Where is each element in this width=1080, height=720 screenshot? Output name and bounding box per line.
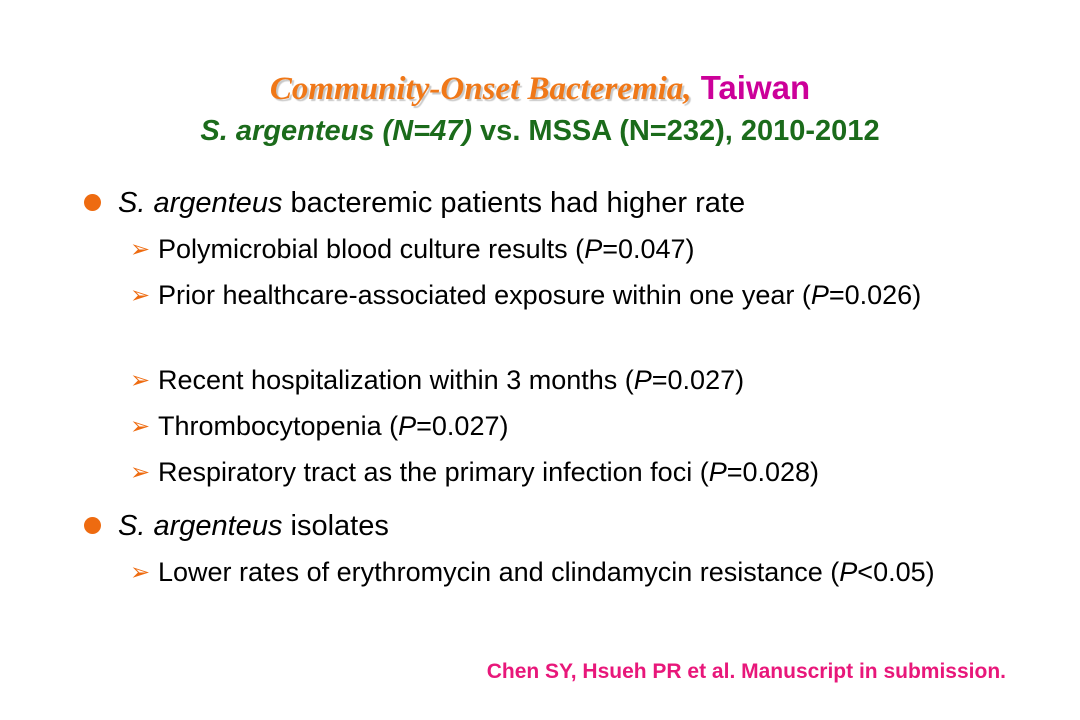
arrow-bullet-icon: ➢: [130, 558, 151, 586]
slide-subtitle: [0, 113, 1080, 149]
round-bullet-icon: [84, 517, 101, 534]
bullet-text: isolates: [282, 510, 389, 542]
p-symbol: P: [633, 365, 652, 395]
p-value: =0.027): [651, 365, 745, 395]
bullet-italic: S. argenteus: [118, 187, 283, 219]
arrow-bullet-icon: ➢: [130, 412, 151, 440]
p-value: =0.027): [416, 411, 509, 441]
sub-text: Lower rates of erythromycin and clindamycin resistance (: [158, 557, 840, 587]
p-value: <0.05): [857, 557, 935, 587]
sub-text: Recent hospitalization within 3 months (: [158, 365, 634, 395]
arrow-bullet-icon: ➢: [130, 235, 151, 263]
sub-text: Thrombocytopenia (: [158, 411, 399, 441]
bullet-text: bacteremic patients had higher rate: [282, 187, 746, 219]
p-symbol: P: [398, 411, 417, 441]
subtitle-italic-part: S. argenteus (N=47): [200, 115, 472, 147]
p-value: =0.026): [828, 280, 922, 310]
sub-text: Polymicrobial blood culture results (: [158, 234, 585, 264]
arrow-bullet-icon: ➢: [130, 366, 151, 394]
subtitle-rest: vs. MSSA (N=232), 2010-2012: [472, 115, 880, 147]
arrow-bullet-icon: ➢: [130, 458, 151, 486]
p-symbol: P: [584, 234, 603, 264]
p-value: =0.047): [602, 234, 695, 264]
title-italic-part: Community-Onset Bacteremia,: [269, 71, 692, 107]
bullet-italic: S. argenteus: [118, 510, 283, 542]
citation: Chen SY, Hsueh PR et al. Manuscript in submission.: [486, 660, 1006, 683]
arrow-bullet-icon: ➢: [130, 281, 151, 309]
p-symbol: P: [708, 457, 727, 487]
sub-text: Prior healthcare-associated exposure within one year (: [158, 280, 811, 310]
sub-text: Respiratory tract as the primary infection foci (: [158, 457, 709, 487]
slide-title: [0, 68, 1080, 109]
p-value: =0.028): [726, 457, 820, 487]
round-bullet-icon: [84, 194, 101, 211]
p-symbol: P: [810, 280, 829, 310]
title-location: Taiwan: [691, 69, 811, 106]
p-symbol: P: [839, 557, 858, 587]
